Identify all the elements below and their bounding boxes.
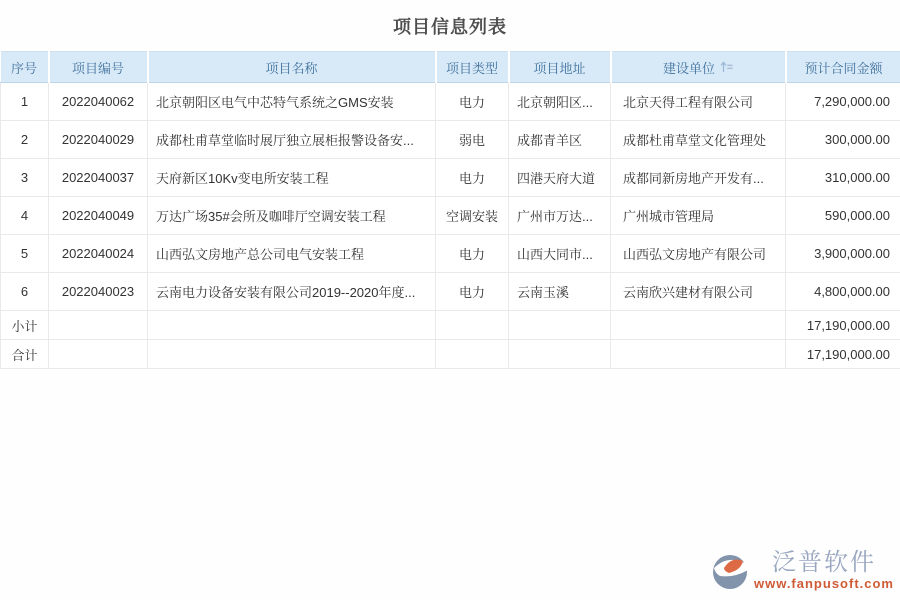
cell-amount: 4,800,000.00 (786, 273, 900, 311)
cell-unit: 成都杜甫草堂文化管理处 (611, 121, 786, 159)
table-row[interactable] (1, 121, 900, 159)
col-header-unit-label: 建设单位 (662, 60, 715, 76)
cell-address: 山西大同市... (509, 235, 611, 273)
table-row[interactable] (1, 273, 900, 311)
vendor-brand-name: 泛普软件 (771, 549, 876, 576)
cell-name: 北京朝阳区电气中芯特气系统之GMS安装 (148, 83, 436, 121)
cell-type: 空调安装 (436, 197, 509, 235)
fanpu-logo-icon (710, 552, 750, 592)
col-header-type: 项目类型 (436, 52, 509, 83)
cell-type: 电力 (436, 83, 509, 121)
cell-name: 天府新区10Kv变电所安装工程 (148, 159, 436, 197)
table-row[interactable] (1, 235, 900, 273)
cell-code: 2022040023 (49, 273, 148, 311)
cell-code: 2022040049 (49, 197, 148, 235)
vendor-watermark (710, 550, 894, 592)
cell-address: 云南玉溪 (509, 273, 611, 311)
col-header-address: 项目地址 (509, 52, 611, 83)
cell-address: 广州市万达... (509, 197, 611, 235)
cell-type: 电力 (436, 159, 509, 197)
project-table (0, 51, 900, 369)
cell-unit: 北京天得工程有限公司 (611, 83, 786, 121)
cell-name: 万达广场35#会所及咖啡厅空调安装工程 (148, 197, 436, 235)
col-header-amount: 预计合同金额 (786, 52, 900, 83)
vendor-url: www.fanpusoft.com (753, 576, 894, 591)
cell-name: 山西弘文房地产总公司电气安装工程 (148, 235, 436, 273)
total-label: 合计 (1, 340, 49, 369)
cell-code: 2022040029 (49, 121, 148, 159)
subtotal-row (1, 311, 900, 340)
cell-seq: 3 (1, 159, 49, 197)
cell-seq: 2 (1, 121, 49, 159)
cell-seq: 1 (1, 83, 49, 121)
cell-unit: 山西弘文房地产有限公司 (611, 235, 786, 273)
col-header-code: 项目编号 (49, 52, 148, 83)
cell-seq: 4 (1, 197, 49, 235)
table-header-row (1, 52, 900, 83)
cell-amount: 7,290,000.00 (786, 83, 900, 121)
cell-address: 北京朝阳区... (509, 83, 611, 121)
cell-address: 四港天府大道 (509, 159, 611, 197)
cell-unit: 广州城市管理局 (611, 197, 786, 235)
cell-amount: 300,000.00 (786, 121, 900, 159)
cell-unit: 成都同新房地产开发有... (611, 159, 786, 197)
table-row[interactable] (1, 197, 900, 235)
cell-code: 2022040062 (49, 83, 148, 121)
cell-code: 2022040024 (49, 235, 148, 273)
cell-type: 电力 (436, 235, 509, 273)
cell-seq: 6 (1, 273, 49, 311)
cell-code: 2022040037 (49, 159, 148, 197)
subtotal-amount: 17,190,000.00 (786, 311, 900, 340)
cell-name: 云南电力设备安装有限公司2019--2020年度... (148, 273, 436, 311)
col-header-unit[interactable] (611, 52, 786, 83)
sort-icon[interactable] (720, 61, 733, 73)
cell-name: 成都杜甫草堂临时展厅独立展柜报警设备安... (148, 121, 436, 159)
cell-unit: 云南欣兴建材有限公司 (611, 273, 786, 311)
cell-amount: 3,900,000.00 (786, 235, 900, 273)
cell-seq: 5 (1, 235, 49, 273)
cell-type: 弱电 (436, 121, 509, 159)
total-row (1, 340, 900, 369)
total-amount: 17,190,000.00 (786, 340, 900, 369)
subtotal-label: 小计 (1, 311, 49, 340)
cell-address: 成都青羊区 (509, 121, 611, 159)
table-row[interactable] (1, 83, 900, 121)
page-title: 项目信息列表 (393, 17, 507, 37)
cell-amount: 590,000.00 (786, 197, 900, 235)
table-row[interactable] (1, 159, 900, 197)
cell-amount: 310,000.00 (786, 159, 900, 197)
cell-type: 电力 (436, 273, 509, 311)
col-header-seq: 序号 (1, 52, 49, 83)
col-header-name: 项目名称 (148, 52, 436, 83)
